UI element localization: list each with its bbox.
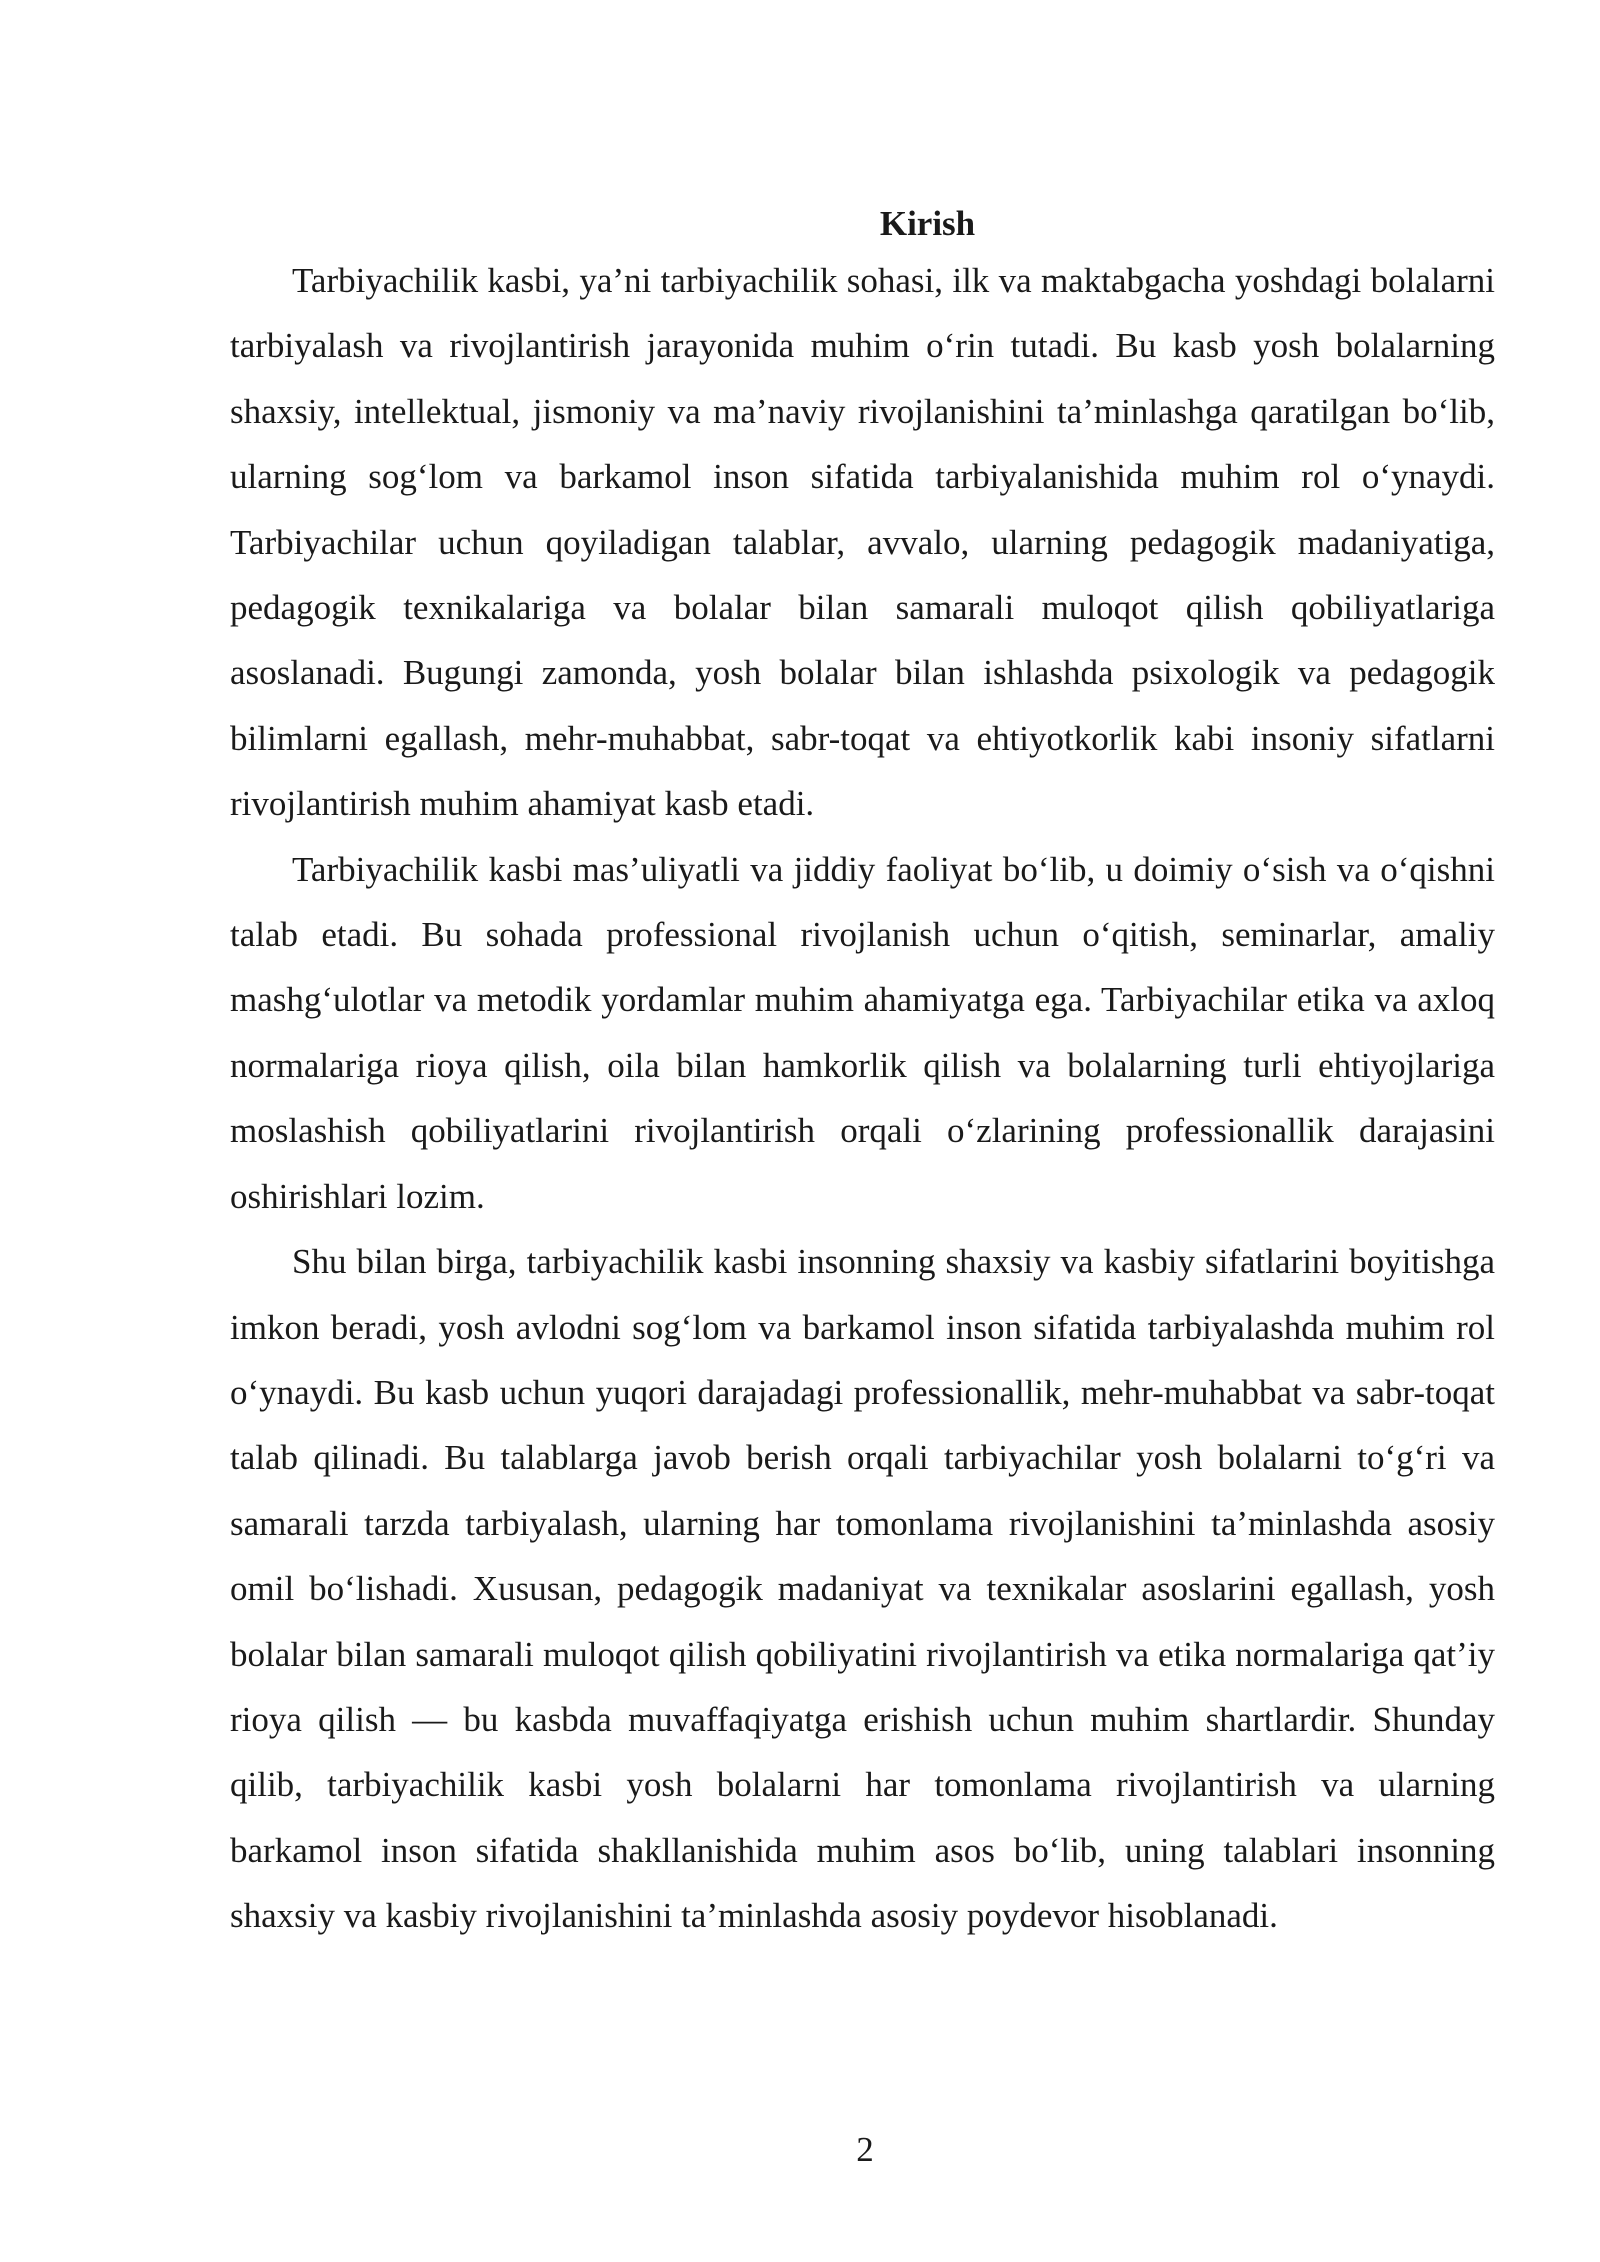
paragraph-2: Tarbiyachilik kasbi mas’uliyatli va jiddiy faoliyat bo‘lib, u doimiy o‘sish va o‘qishni talab etadi. Bu sohada professional rivojlanish uchun o‘qitish, seminarlar, amaliy mashg‘ulotlar va metodik yordamlar muhim ahamiyatga ega. Tarbiyachilar etika va axloq normalariga rioya qilish, oila bilan hamkorlik qilish va bolalarning turli ehtiyojlariga moslashish qobiliyatlarini rivojlantirish orqali o‘zlarining professionallik darajasini oshirishlari lozim. [230, 849, 1495, 1216]
paragraph-3: Shu bilan birga, tarbiyachilik kasbi insonning shaxsiy va kasbiy sifatlarini boyitishga imkon beradi, yosh avlodni sog‘lom va barkamol inson sifatida tarbiyalashda muhim rol o‘ynaydi. Bu kasb uchun yuqori darajadagi professionallik, mehr-muhabbat va sabr-toqat talab qilinadi. Bu talablarga javob berish orqali tarbiyachilar yosh bolalarni to‘g‘ri va samarali tarzda tarbiyalash, ularning har tomonlama rivojlanishini ta’minlashda asosiy omil bo‘lishadi. Xususan, pedagogik madaniyat va texnikalar asoslarini egallash, yosh bolalar bilan samarali muloqot qilish qobiliyatini rivojlantirish va etika normalariga qat’iy rioya qilish — bu kasbda muvaffaqiyatga erishish uchun muhim shartlardir. Shunday qilib, tarbiyachilik kasbi yosh bolalarni har tomonlama rivojlantirish va ularning barkamol inson sifatida shakllanishida muhim asos bo‘lib, uning talablari insonning shaxsiy va kasbiy rivojlanishini ta’minlashda asosiy poydevor hisoblanadi. [230, 1242, 1495, 1936]
document-page [230, 200, 1495, 1949]
paragraph-1: Tarbiyachilik kasbi, ya’ni tarbiyachilik sohasi, ilk va maktabgacha yoshdagi bolalarni tarbiyalash va rivojlantirish jarayonida muhim o‘rin tutadi. Bu kasb yosh bolalarning shaxsiy, intellektual, jismoniy va ma’naviy rivojlanishini ta’minlashga qaratilgan bo‘lib, ularning sog‘lom va barkamol inson sifatida tarbiyalanishida muhim rol o‘ynaydi. Tarbiyachilar uchun qoyiladigan talablar, avvalo, ularning pedagogik madaniyatiga, pedagogik texnikalariga va bolalar bilan samarali muloqot qilish qobiliyatlariga asoslanadi. Bugungi zamonda, yosh bolalar bilan ishlashda psixologik va pedagogik bilimlarni egallash, mehr-muhabbat, sabr-toqat va ehtiyotkorlik kabi insoniy sifatlarni rivojlantirish muhim ahamiyat kasb etadi. [230, 261, 1495, 824]
section-title: Kirish [879, 204, 976, 243]
page-number: 2 [856, 2130, 874, 2169]
